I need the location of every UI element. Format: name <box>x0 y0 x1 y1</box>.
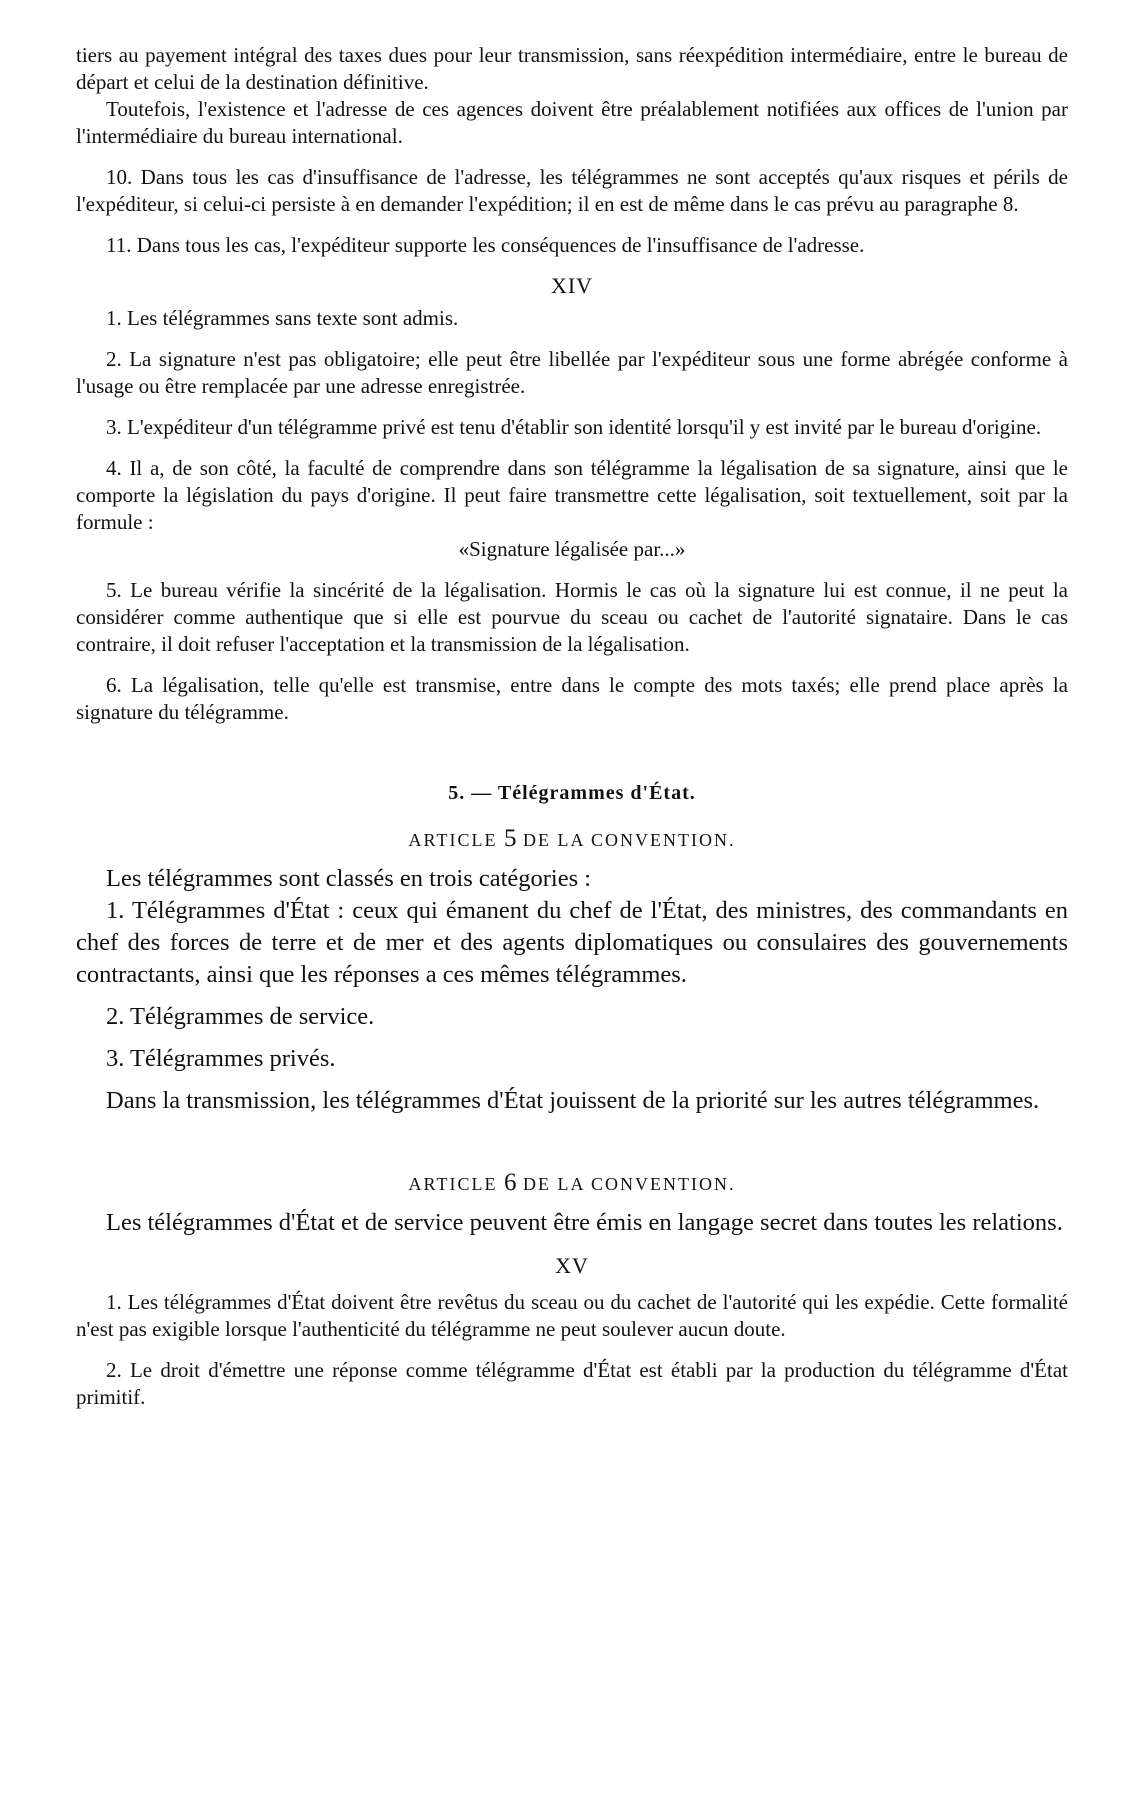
article-5-lead: Les télégrammes sont classés en trois catégories : <box>106 865 592 892</box>
xiv-formula: «Signature légalisée par...» <box>458 537 686 561</box>
article-5-suffix: DE LA CONVENTION. <box>522 830 736 850</box>
section-heading-xv: XV <box>555 1253 589 1278</box>
article-5-item-3: 3. Télégrammes privés. <box>106 1045 336 1072</box>
paragraph-agencies-notice: Toutefois, l'existence et l'adresse de ces agences doivent être préalablement notifiées aux offices de l'union par l'intermédiaire du bureau international. <box>76 97 1068 148</box>
paragraph-10: 10. Dans tous les cas d'insuffisance de l'adresse, les télégrammes ne sont acceptés qu'aux risques et périls de l'expéditeur, si celui-ci persiste à en demander l'expédition; il en est de même dans le cas prévu au paragraphe 8. <box>76 165 1068 216</box>
paragraph-11: 11. Dans tous les cas, l'expéditeur supporte les conséquences de l'insuffisance de l'adresse. <box>106 233 865 257</box>
article-5-heading <box>76 825 1068 853</box>
xiv-item-5: 5. Le bureau vérifie la sincérité de la légalisation. Hormis le cas où la signature lui est connue, il ne peut la considérer comme authentique que si elle est pourvue du sceau ou cachet de l'autorité signataire. Dans le cas contraire, il doit refuser l'acceptation et la transmission de la légalisation. <box>76 578 1068 656</box>
xiv-item-1: 1. Les télégrammes sans texte sont admis. <box>106 306 459 330</box>
section-title-state-telegrams: 5. — Télégrammes d'État. <box>448 782 696 804</box>
article-5-item-2: 2. Télégrammes de service. <box>106 1003 375 1030</box>
xiv-item-3: 3. L'expéditeur d'un télégramme privé est tenu d'établir son identité lorsqu'il y est invité par le bureau d'origine. <box>106 415 1042 439</box>
paragraph-continuation: tiers au payement intégral des taxes dues pour leur transmission, sans réexpédition intermédiaire, entre le bureau de départ et celui de la destination définitive. <box>76 43 1068 94</box>
xv-item-1: 1. Les télégrammes d'État doivent être revêtus du sceau ou du cachet de l'autorité qui les expédie. Cette formalité n'est pas exigible lorsque l'authenticité du télégramme ne peut soulever aucun doute. <box>76 1290 1068 1341</box>
article-5-closing: Dans la transmission, les télégrammes d'État jouissent de la priorité sur les autres télégrammes. <box>106 1087 1040 1114</box>
article-5-label: ARTICLE <box>408 830 498 850</box>
article-6-text: Les télégrammes d'État et de service peuvent être émis en langage secret dans toutes les relations. <box>106 1209 1063 1236</box>
article-5-number: 5 <box>503 825 517 852</box>
article-5-item-1: 1. Télégrammes d'État : ceux qui émanent du chef de l'État, des ministres, des commandants en chef des forces de terre et de mer et des agents diplomatiques ou consulaires des gouvernements contractants, ainsi que les réponses a ces mêmes télégrammes. <box>76 897 1068 988</box>
section-heading-xiv: XIV <box>550 273 594 298</box>
article-6-suffix: DE LA CONVENTION. <box>522 1174 736 1194</box>
article-6-label: ARTICLE <box>408 1174 498 1194</box>
article-6-number: 6 <box>503 1169 517 1196</box>
xiv-item-2: 2. La signature n'est pas obligatoire; elle peut être libellée par l'expéditeur sous une forme abrégée conforme à l'usage ou être remplacée par une adresse enregistrée. <box>76 347 1068 398</box>
xiv-item-4: 4. Il a, de son côté, la faculté de comprendre dans son télégramme la légalisation de sa signature, ainsi que le comporte la législation du pays d'origine. Il peut faire transmettre cette légalisation, soit textuellement, soit par la formule : <box>76 456 1068 534</box>
xv-item-2: 2. Le droit d'émettre une réponse comme télégramme d'État est établi par la production du télégramme d'État primitif. <box>76 1358 1068 1409</box>
xiv-item-6: 6. La légalisation, telle qu'elle est transmise, entre dans le compte des mots taxés; elle prend place après la signature du télégramme. <box>76 673 1068 724</box>
article-6-heading <box>76 1169 1068 1197</box>
